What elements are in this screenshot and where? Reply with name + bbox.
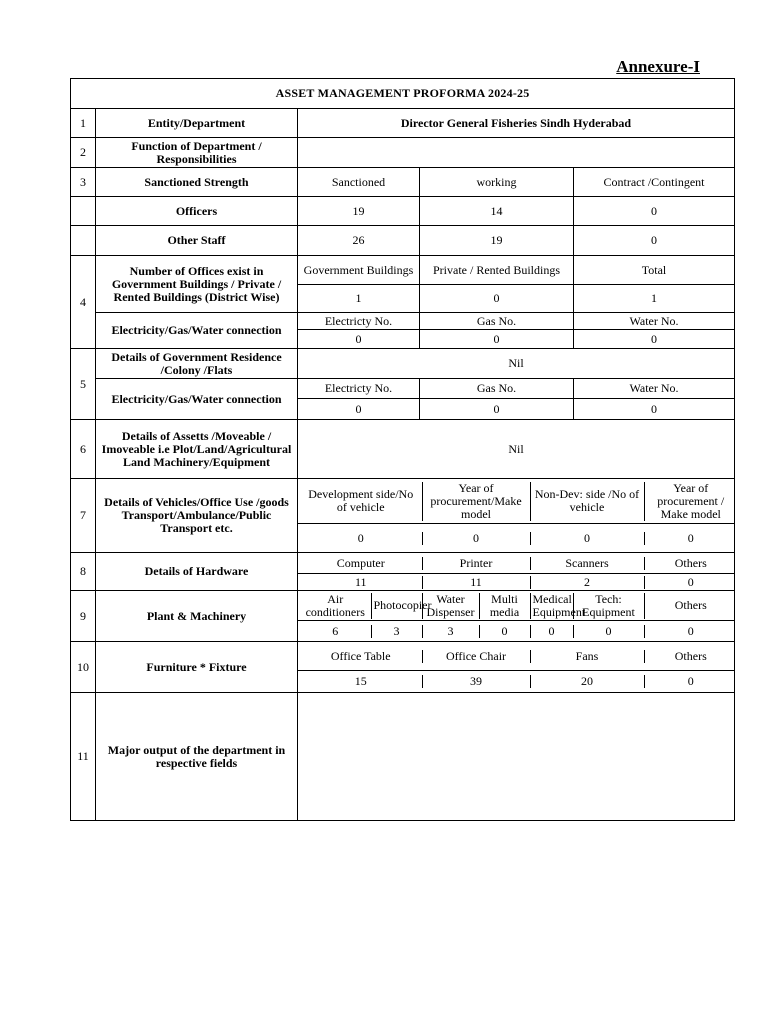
column-header: Tech: Equipment: [573, 593, 644, 619]
cell-value: 0: [479, 625, 530, 638]
column-header: Others: [644, 557, 737, 570]
row-number: 3: [71, 168, 96, 197]
row-number: 5: [71, 349, 96, 420]
cell-value: 1: [298, 285, 420, 313]
connection-label: Electricity/Gas/Water connection: [96, 313, 298, 349]
cell-value: 19: [298, 197, 420, 226]
hardware-header-table: [300, 557, 737, 570]
cell-value: 0: [644, 532, 737, 545]
column-header: Scanners: [530, 557, 644, 570]
cell-value: 0: [298, 330, 420, 349]
assets-value: Nil: [298, 420, 735, 479]
residence-value: Nil: [298, 349, 735, 379]
cell-value: 1: [574, 285, 735, 313]
row-number: 1: [71, 109, 96, 138]
cell-value: 39: [422, 675, 530, 688]
entity-label: Entity/Department: [96, 109, 298, 138]
plant-values-subgrid: [298, 621, 735, 642]
row-hardware: [71, 553, 735, 574]
column-header: Others: [644, 593, 737, 619]
hardware-subgrid: [298, 553, 735, 574]
column-header: Office Chair: [422, 650, 530, 663]
major-output-label: Major output of the department in respective fields: [96, 693, 298, 821]
row-major-output: [71, 693, 735, 821]
cell-value: 0: [574, 399, 735, 420]
furniture-values-subgrid: [298, 671, 735, 693]
column-header: Photocopier: [371, 593, 422, 619]
plant-label: Plant & Machinery: [96, 591, 298, 642]
row-entity: [71, 109, 735, 138]
row-number: 9: [71, 591, 96, 642]
column-header: Year of procurement / Make model: [644, 482, 737, 521]
column-header: Computer: [300, 557, 422, 570]
row-number: 6: [71, 420, 96, 479]
vehicles-header-table: [300, 482, 737, 521]
cell-value: 3: [371, 625, 422, 638]
row-number: 8: [71, 553, 96, 591]
column-header: Private / Rented Buildings: [420, 256, 574, 285]
row-other-staff: [71, 226, 735, 256]
annexure-label: Annexure-I: [616, 57, 700, 76]
cell-value: 0: [644, 576, 737, 589]
officers-label: Officers: [96, 197, 298, 226]
row-residence: [71, 349, 735, 379]
column-header: Medical Equipment: [530, 593, 573, 619]
row-residence-connection: [71, 379, 735, 399]
function-label: Function of Department / Responsibilities: [96, 138, 298, 168]
connection-label: Electricity/Gas/Water connection: [96, 379, 298, 420]
column-header: Gas No.: [420, 313, 574, 330]
cell-value: 0: [644, 625, 737, 638]
cell-value: 0: [298, 399, 420, 420]
page-title: ASSET MANAGEMENT PROFORMA 2024-25: [71, 79, 735, 109]
furniture-header-table: [300, 650, 737, 663]
row-number: 11: [71, 693, 96, 821]
column-header: Electricty No.: [298, 379, 420, 399]
row-offices-connection: [71, 313, 735, 330]
other-staff-label: Other Staff: [96, 226, 298, 256]
column-header: Year of procurement/Make model: [422, 482, 530, 521]
vehicles-subgrid: [298, 479, 735, 524]
row-number: [71, 197, 96, 226]
row-number: [71, 226, 96, 256]
column-header: Water Dispenser: [422, 593, 479, 619]
cell-value: 0: [300, 532, 422, 545]
column-header: Gas No.: [420, 379, 574, 399]
column-header: Contract /Contingent: [574, 168, 735, 197]
cell-value: 19: [420, 226, 574, 256]
furniture-subgrid: [298, 642, 735, 671]
column-header: Others: [644, 650, 737, 663]
residence-label: Details of Government Residence /Colony /Flats: [96, 349, 298, 379]
cell-value: 14: [420, 197, 574, 226]
column-header: Printer: [422, 557, 530, 570]
sanctioned-strength-label: Sanctioned Strength: [96, 168, 298, 197]
cell-value: 0: [420, 330, 574, 349]
cell-value: 26: [298, 226, 420, 256]
hardware-label: Details of Hardware: [96, 553, 298, 591]
column-header: Electricty No.: [298, 313, 420, 330]
column-header: Air conditioners: [300, 593, 371, 619]
row-function: [71, 138, 735, 168]
plant-subgrid: [298, 591, 735, 621]
plant-values-table: [300, 625, 737, 638]
vehicles-values-subgrid: [298, 524, 735, 553]
cell-value: 0: [420, 399, 574, 420]
column-header: Fans: [530, 650, 644, 663]
vehicles-values-table: [300, 532, 737, 545]
cell-value: 0: [530, 625, 573, 638]
column-header: Total: [574, 256, 735, 285]
cell-value: 0: [644, 675, 737, 688]
furniture-values-table: [300, 675, 737, 688]
cell-value: 0: [422, 532, 530, 545]
row-plant: [71, 591, 735, 621]
cell-value: 3: [422, 625, 479, 638]
proforma-table: [70, 78, 735, 821]
column-header: Sanctioned: [298, 168, 420, 197]
column-header: Development side/No of vehicle: [300, 482, 422, 521]
offices-label: Number of Offices exist in Government Buildings / Private / Rented Buildings (District Wise): [96, 256, 298, 313]
row-sanctioned-strength: [71, 168, 735, 197]
entity-value: Director General Fisheries Sindh Hyderabad: [298, 109, 735, 138]
column-header: Water No.: [574, 379, 735, 399]
column-header: Office Table: [300, 650, 422, 663]
cell-value: 2: [530, 576, 644, 589]
cell-value: 0: [530, 532, 644, 545]
row-assets: [71, 420, 735, 479]
row-number: 2: [71, 138, 96, 168]
cell-value: 20: [530, 675, 644, 688]
assets-label: Details of Assetts /Moveable / Imoveable i.e Plot/Land/Agricultural Land Machinery/Equipment: [96, 420, 298, 479]
vehicles-label: Details of Vehicles/Office Use /goods Transport/Ambulance/Public Transport etc.: [96, 479, 298, 553]
column-header: working: [420, 168, 574, 197]
cell-value: 0: [573, 625, 644, 638]
function-value: [298, 138, 735, 168]
column-header: Multi media: [479, 593, 530, 619]
cell-value: 0: [574, 330, 735, 349]
cell-value: 11: [422, 576, 530, 589]
plant-header-table: [300, 593, 737, 619]
row-number: 7: [71, 479, 96, 553]
cell-value: 0: [420, 285, 574, 313]
cell-value: 6: [300, 625, 371, 638]
row-vehicles: [71, 479, 735, 524]
row-officers: [71, 197, 735, 226]
row-offices: [71, 256, 735, 285]
cell-value: 15: [300, 675, 422, 688]
furniture-label: Furniture * Fixture: [96, 642, 298, 693]
hardware-values-table: [300, 576, 737, 589]
row-number: 4: [71, 256, 96, 349]
hardware-values-subgrid: [298, 574, 735, 591]
major-output-value: [298, 693, 735, 821]
row-furniture: [71, 642, 735, 671]
column-header: Government Buildings: [298, 256, 420, 285]
column-header: Water No.: [574, 313, 735, 330]
row-number: 10: [71, 642, 96, 693]
cell-value: 0: [574, 226, 735, 256]
cell-value: 0: [574, 197, 735, 226]
title-row: [71, 79, 735, 109]
cell-value: 11: [300, 576, 422, 589]
column-header: Non-Dev: side /No of vehicle: [530, 482, 644, 521]
